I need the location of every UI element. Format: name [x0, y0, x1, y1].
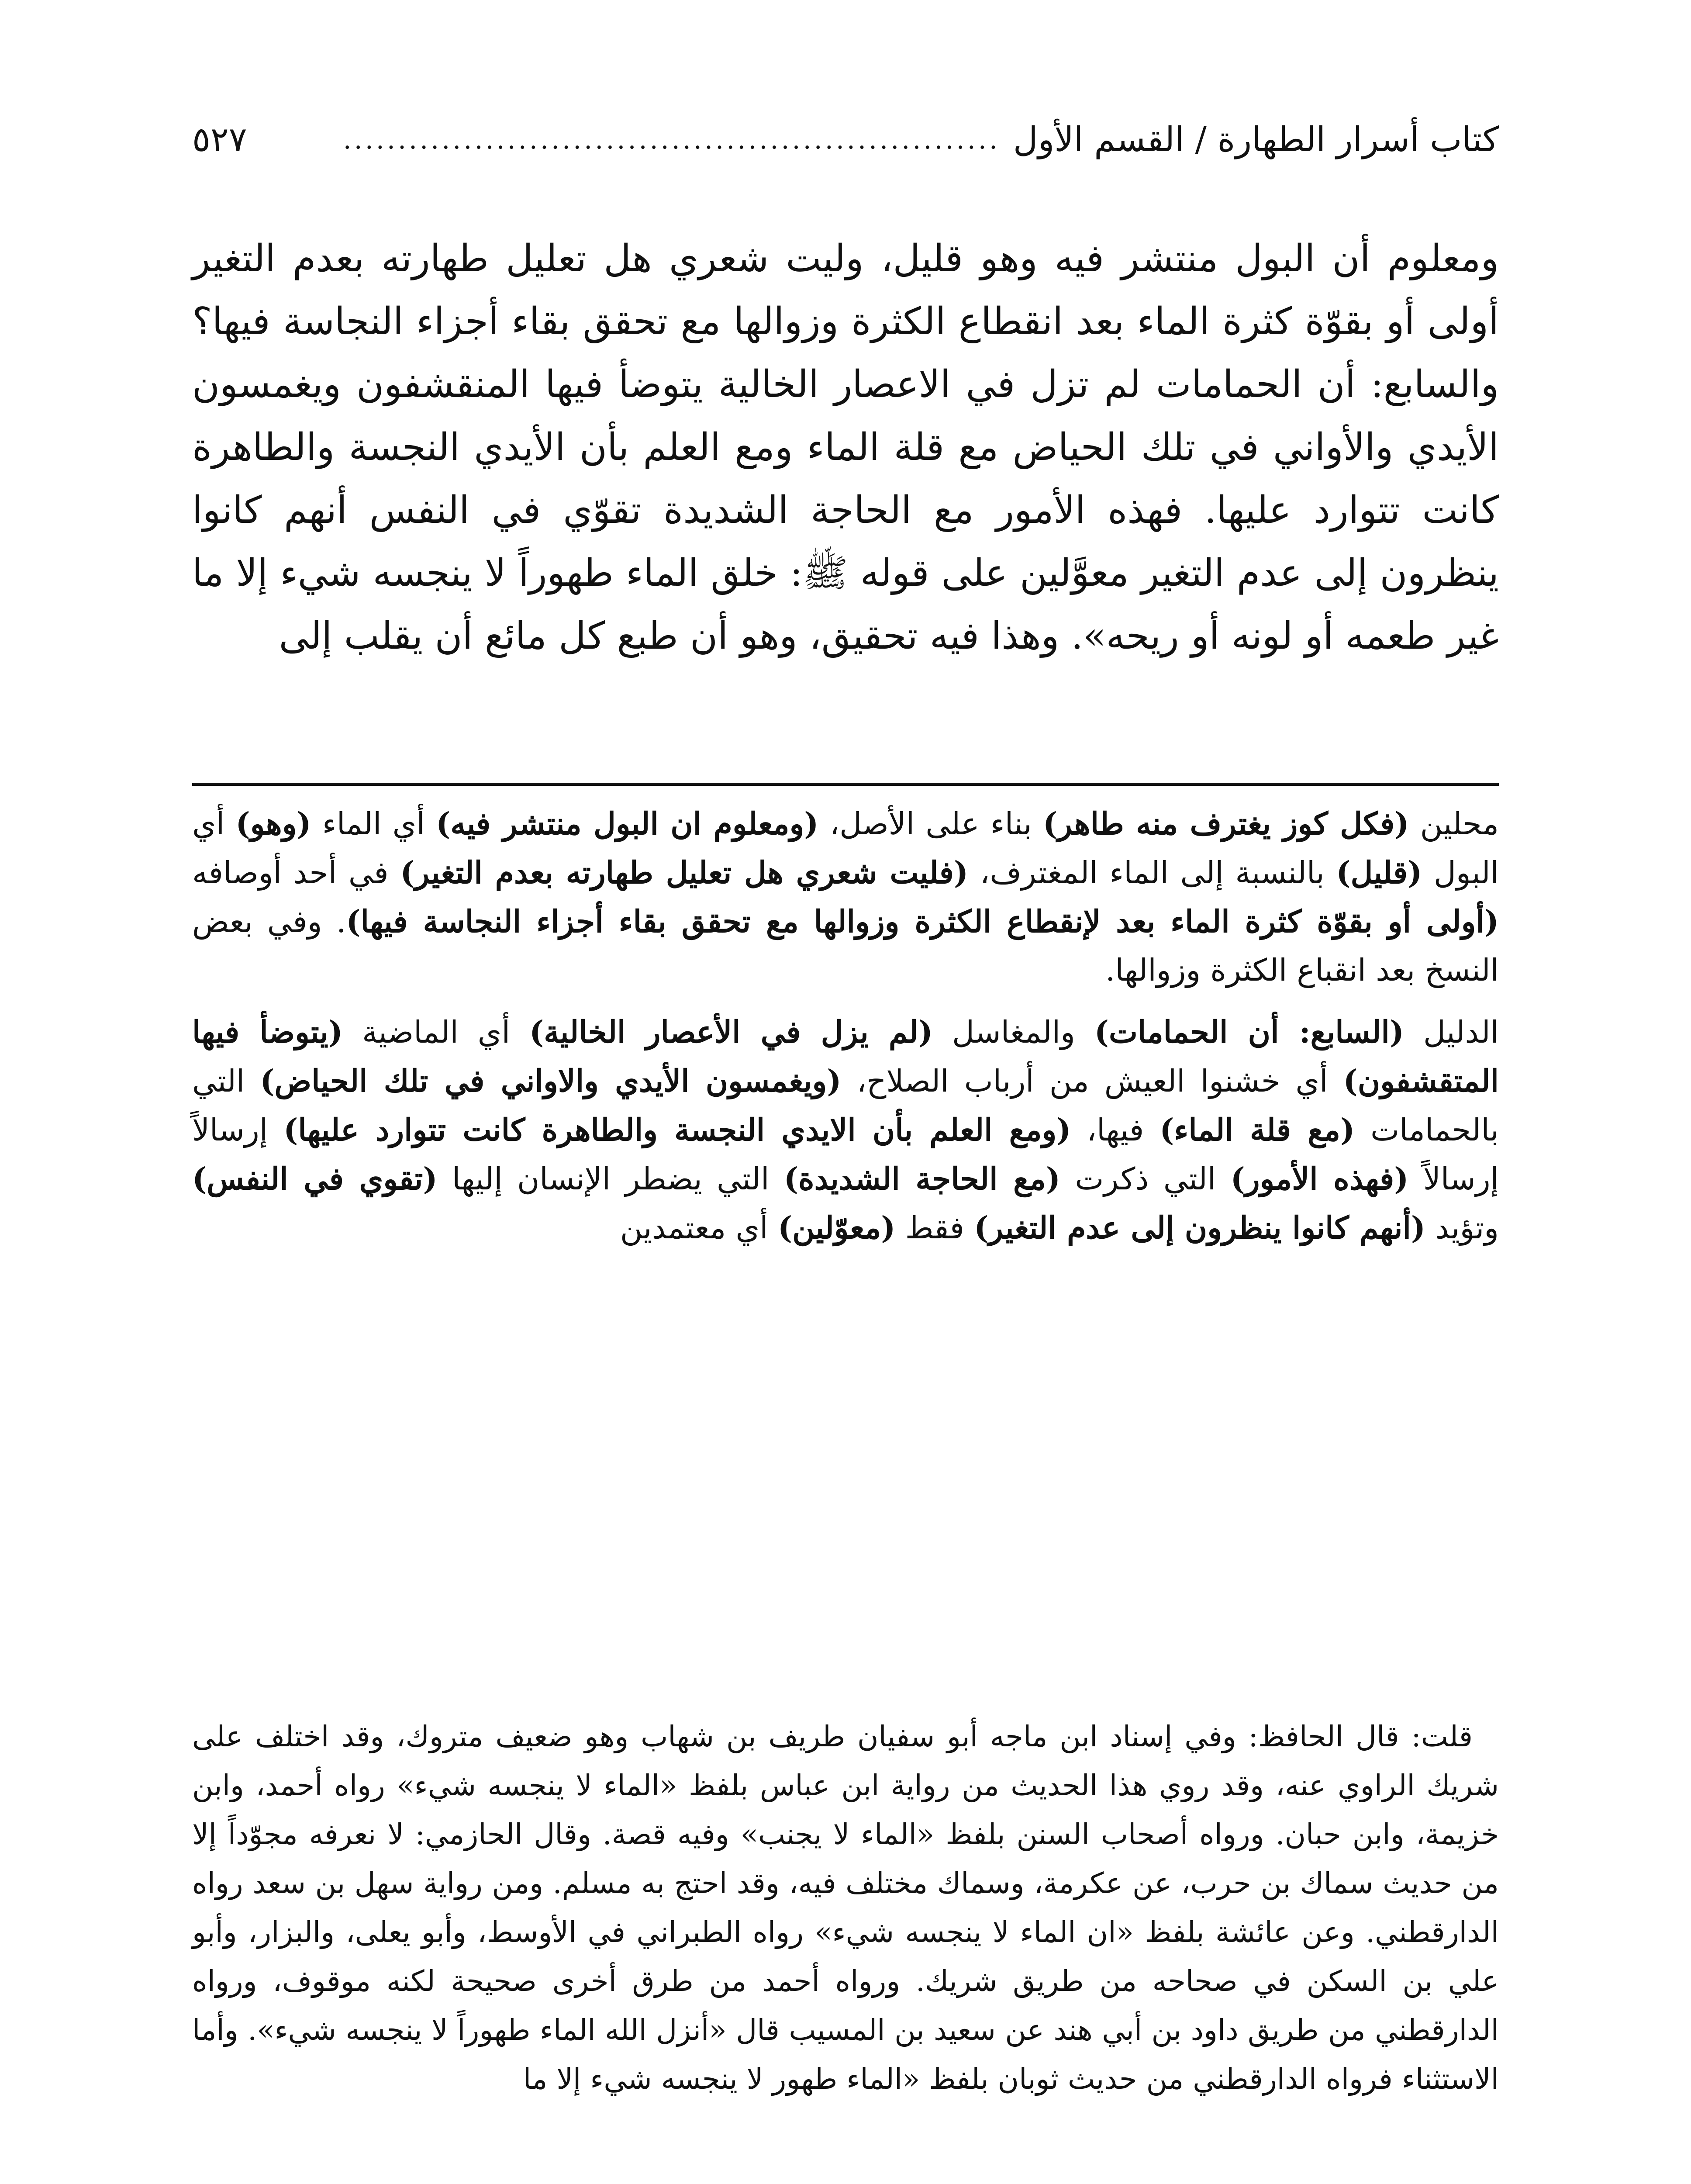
main-paragraph: ومعلوم أن البول منتشر فيه وهو قليل، وليت شعري هل تعليل طهارته بعدم التغير أولى أو بقوّة كثرة الماء بعد انقطاع الكثرة وزوالها مع تحقق بقاء أجزاء النجاسة فيها؟ والسابع: أن الحمامات لم تزل في الاعصار الخالية يتوضأ فيها المنقشفون ويغمسون الأيدي والأواني في تلك الحياض مع قلة الماء ومع العلم بأن الأيدي النجسة والطاهرة كانت تتوارد عليها. فهذه الأمور مع الحاجة الشديدة تقوّي في النفس أنهم كانوا ينظرون إلى عدم التغير معوَّلين على قوله ﷺ: خلق الماء طهوراً لا ينجسه شيء إلا ما غير طعمه أو لونه أو ريحه». وهذا فيه تحقيق، وهو أن طبع كل مائع أن يقلب إلى: [192, 237, 1499, 658]
header-title: كتاب أسرار الطهارة / القسم الأول: [1013, 120, 1499, 159]
commentary-segment: فقط: [895, 1210, 974, 1246]
commentary-segment: التي يضطر الإنسان إليها: [437, 1161, 784, 1197]
running-header: [192, 109, 1499, 170]
commentary-segment: (السابع: أن الحمامات): [1094, 1014, 1404, 1050]
commentary-segment: . وفي بعض النسخ بعد انقباع الكثرة وزوالها.: [192, 904, 1499, 988]
commentary-segment: (قليل): [1336, 854, 1422, 891]
commentary-segment: الدليل: [1404, 1014, 1499, 1050]
commentary-segment: محلين: [1409, 806, 1499, 842]
commentary-segment: بالنسبة إلى الماء المغترف،: [968, 855, 1336, 891]
commentary-segment: أي خشنوا العيش من أرباب الصلاح،: [841, 1063, 1343, 1099]
commentary-segment: (أنهم كانوا ينظرون إلى عدم التغير): [974, 1209, 1426, 1246]
commentary-segment: أي الماء: [311, 806, 436, 842]
commentary-segment: (أولى أو بقوّة كثرة الماء بعد لإنقطاع الكثرة وزوالها مع تحقق بقاء أجزاء النجاسة فيها): [346, 903, 1499, 940]
commentary-segment: في أحد أوصافه: [192, 855, 400, 891]
commentary-segment: (تقوي في النفس): [192, 1161, 438, 1197]
commentary-segment: (ومع العلم بأن الايدي النجسة والطاهرة كانت تتوارد عليها): [283, 1112, 1071, 1148]
commentary-segment: (مع قلة الماء): [1160, 1112, 1355, 1148]
commentary-segment: التي بالحمامات: [192, 1063, 1499, 1148]
commentary-segment: فيها،: [1071, 1112, 1160, 1148]
footnote-block: [192, 1712, 1499, 2104]
commentary-segment: (مع الحاجة الشديدة): [783, 1161, 1060, 1197]
commentary-segment: (معوّلين): [777, 1209, 896, 1246]
commentary-segment: (فهذه الأمور): [1230, 1161, 1409, 1197]
commentary-paragraph-2: [192, 1008, 1499, 1252]
header-dot-leader: ............................................................: [343, 124, 1000, 155]
page-number: ٥٢٧: [192, 120, 247, 159]
main-text-block: [192, 227, 1499, 667]
commentary-segment: (لم يزل في الأعصار الخالية): [529, 1014, 933, 1050]
commentary-segment: (يتوضأ فيها المتقشفون): [192, 1014, 1499, 1099]
commentary-segment: التي ذكرت: [1060, 1161, 1231, 1197]
commentary-segment: بناء على الأصل،: [818, 806, 1043, 842]
commentary-segment: (وهو): [235, 805, 311, 842]
commentary-segment: (ويغمسون الأيدي والاواني في تلك الحياض): [260, 1063, 842, 1099]
commentary-segment: إرسالاً إرسالاً: [192, 1112, 1499, 1197]
commentary-block: [192, 799, 1499, 1265]
commentary-segment: والمغاسل: [932, 1014, 1094, 1050]
commentary-paragraph-1: [192, 799, 1499, 995]
footnote-paragraph: قلت: قال الحافظ: وفي إسناد ابن ماجه أبو سفيان طريف بن شهاب وهو ضعيف متروك، وقد اختلف على شريك الراوي عنه، وقد روي هذا الحديث من رواية ابن عباس بلفظ «الماء لا ينجسه شيء» رواه أحمد، وابن خزيمة، وابن حبان. ورواه أصحاب السنن بلفظ «الماء لا يجنب» وفيه قصة. وقال الحازمي: لا نعرفه مجوّداً إلا من حديث سماك بن حرب، عن عكرمة، وسماك مختلف فيه، وقد احتج به مسلم. ومن رواية سهل بن سعد رواه الدارقطني. وعن عائشة بلفظ «ان الماء لا ينجسه شيء» رواه الطبراني في الأوسط، وأبو يعلى، والبزار، وأبو علي بن السكن في صحاحه من طريق شريك. ورواه أحمد من طرق أخرى صحيحة لكنه موقوف، ورواه الدارقطني من طريق داود بن أبي هند عن سعيد بن المسيب قال «أنزل الله الماء طهوراً لا ينجسه شيء». وأما الاستثناء فرواه الدارقطني من حديث ثوبان بلفظ «الماء طهور لا ينجسه شيء إلا ما: [192, 1720, 1499, 2096]
commentary-segment: أي الماضية: [343, 1014, 530, 1050]
section-divider: [192, 783, 1499, 786]
commentary-segment: أي البول: [192, 806, 1499, 891]
commentary-segment: (ومعلوم ان البول منتشر فيه): [436, 805, 819, 842]
commentary-segment: (فليت شعري هل تعليل طهارته بعدم التغير): [400, 854, 969, 891]
commentary-segment: أي معتمدين: [620, 1210, 778, 1246]
commentary-segment: وتؤيد: [1425, 1210, 1499, 1246]
commentary-segment: (فكل كوز يغترف منه طاهر): [1042, 805, 1409, 842]
